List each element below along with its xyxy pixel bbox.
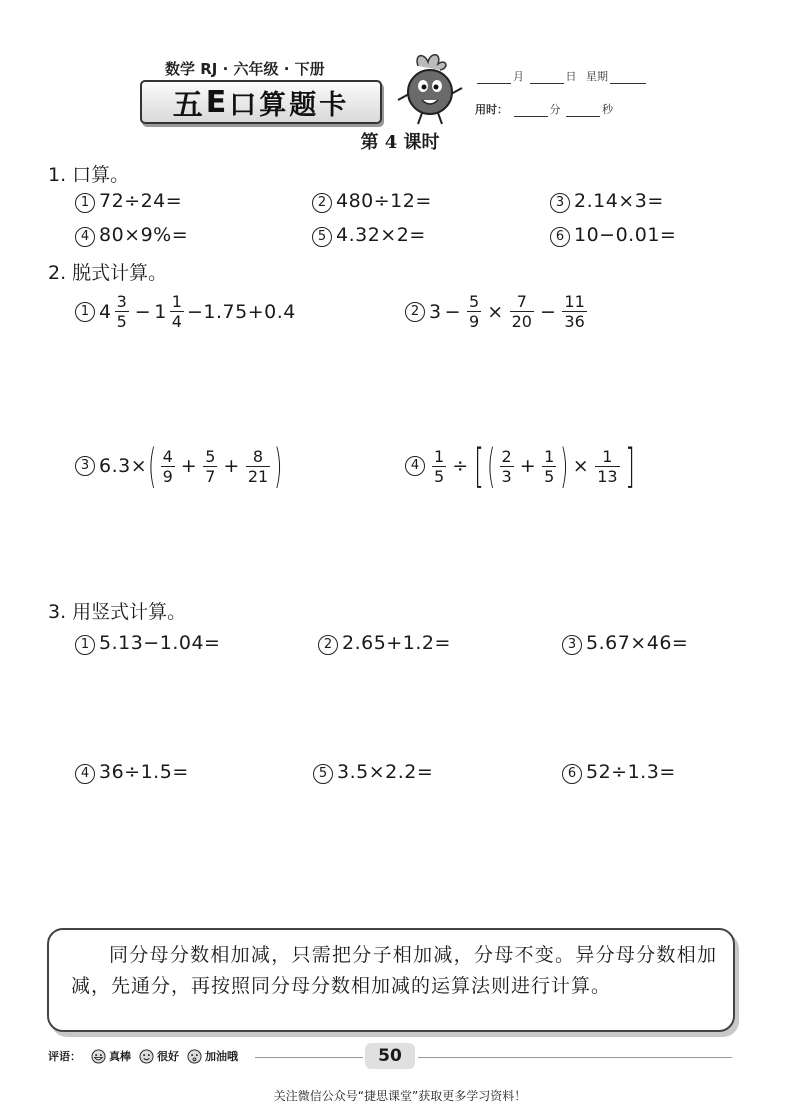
- item-number: 2: [405, 302, 425, 322]
- section-3-title: 3. 用竖式计算。: [48, 601, 187, 623]
- item-number: 3: [562, 635, 582, 655]
- eval-cheer: 加油哦: [205, 1050, 238, 1063]
- calc-problem-4: [405, 439, 637, 493]
- good-face-icon[interactable]: [139, 1049, 154, 1064]
- fraction: [542, 447, 556, 486]
- minute-label: 分: [549, 103, 561, 116]
- time-label: 用时：: [475, 103, 508, 116]
- fraction: [510, 292, 534, 331]
- time-line: [475, 101, 613, 117]
- operator: −: [444, 300, 462, 323]
- operator: ÷: [452, 455, 469, 477]
- numerator: 2: [501, 446, 512, 466]
- month-blank[interactable]: [477, 71, 511, 84]
- denominator: 36: [564, 312, 585, 331]
- title-suffix: 口算题卡: [229, 89, 350, 121]
- second-label: 秒: [602, 103, 613, 116]
- numerator: 4: [162, 446, 173, 466]
- item-number: 3: [75, 456, 95, 476]
- minute-blank[interactable]: [514, 104, 548, 117]
- fraction: [595, 447, 619, 486]
- fraction: [115, 292, 129, 331]
- denominator: 4: [171, 312, 182, 331]
- item-number: 4: [75, 227, 95, 247]
- denominator: 21: [247, 466, 269, 486]
- vertical-item-4: [75, 761, 189, 784]
- expression-rest: −1.75+0.4: [186, 300, 296, 323]
- item-number: 4: [405, 456, 425, 476]
- numerator: 8: [252, 446, 264, 466]
- numerator: 1: [434, 446, 445, 466]
- numerator: 1: [602, 446, 613, 466]
- oral-item-1: [75, 190, 182, 213]
- operator: ×: [487, 300, 504, 323]
- section-2-title: 2. 脱式计算。: [48, 262, 168, 284]
- numerator: 5: [469, 292, 480, 311]
- footer-rule-left: [255, 1057, 363, 1058]
- tip-box: [47, 928, 735, 1032]
- item-number: 3: [550, 193, 570, 213]
- title-letter: E: [205, 84, 230, 120]
- mascot-icon: [390, 48, 470, 128]
- item-number: 6: [562, 764, 582, 784]
- calc-problem-2: [405, 292, 590, 331]
- operator: +: [223, 455, 240, 477]
- item-number: 2: [312, 193, 332, 213]
- eval-good: 很好: [157, 1050, 179, 1063]
- item-number: 1: [75, 302, 95, 322]
- numerator: 7: [516, 292, 527, 311]
- book-title: [140, 80, 382, 124]
- operator: +: [519, 455, 537, 477]
- page-number: 50: [365, 1043, 415, 1069]
- item-expression: 4.32×2=: [336, 224, 426, 246]
- item-expression: 5.13−1.04=: [99, 632, 221, 654]
- footer-rule-right: [418, 1057, 732, 1058]
- vertical-item-3: [562, 632, 688, 655]
- number: 6.3×: [99, 455, 148, 477]
- item-expression: 480÷12=: [336, 190, 432, 212]
- item-expression: 3.5×2.2=: [337, 761, 434, 783]
- item-expression: 80×9%=: [99, 224, 189, 246]
- calc-problem-1: [75, 292, 296, 331]
- vertical-item-6: [562, 761, 676, 784]
- weekday-blank[interactable]: [610, 71, 646, 84]
- numerator: 3: [116, 292, 127, 311]
- item-number: 5: [313, 764, 333, 784]
- left-paren: (: [148, 439, 157, 493]
- eval-great: 真棒: [109, 1050, 131, 1063]
- month-label: 月: [513, 70, 524, 83]
- denominator: 9: [469, 312, 480, 331]
- item-expression: 52÷1.3=: [586, 761, 676, 783]
- denominator: 7: [205, 466, 216, 486]
- left-paren: (: [487, 439, 496, 493]
- item-number: 1: [75, 193, 95, 213]
- fraction: [562, 292, 586, 331]
- numerator: 11: [564, 292, 585, 311]
- right-paren: ): [560, 439, 569, 493]
- item-number: 4: [75, 764, 95, 784]
- denominator: 9: [162, 466, 173, 486]
- oral-item-3: [550, 190, 664, 213]
- numerator: 1: [171, 292, 182, 311]
- oral-item-4: [75, 224, 188, 247]
- numerator: 5: [205, 446, 216, 466]
- left-bracket: [: [473, 439, 484, 493]
- fraction: [203, 447, 217, 486]
- calc-problem-3: [75, 439, 284, 493]
- second-blank[interactable]: [566, 104, 600, 117]
- vertical-item-1: [75, 632, 220, 655]
- denominator: 5: [434, 466, 445, 486]
- oral-item-5: [312, 224, 426, 247]
- weekday-label: 星期: [586, 70, 608, 83]
- item-expression: 5.67×46=: [586, 632, 689, 654]
- great-face-icon[interactable]: [91, 1049, 106, 1064]
- vertical-item-2: [318, 632, 451, 655]
- section-1-title: 1. 口算。: [48, 164, 130, 186]
- fraction: [246, 447, 270, 486]
- denominator: 5: [116, 312, 127, 331]
- fraction: [161, 447, 175, 486]
- oral-item-6: [550, 224, 676, 247]
- evaluation-row: [48, 1048, 238, 1064]
- denominator: 13: [597, 466, 618, 486]
- denominator: 5: [544, 466, 555, 486]
- right-bracket: ]: [624, 439, 635, 493]
- item-number: 2: [318, 635, 338, 655]
- item-expression: 36÷1.5=: [99, 761, 189, 783]
- item-expression: 72÷24=: [99, 190, 183, 212]
- right-paren: ): [274, 439, 283, 493]
- whole-number: 1: [154, 300, 167, 323]
- operator: ×: [572, 455, 590, 477]
- eval-label: 评语：: [48, 1050, 81, 1063]
- item-number: 5: [312, 227, 332, 247]
- date-line: [475, 68, 648, 84]
- denominator: 3: [501, 466, 512, 486]
- day-label: 日: [565, 70, 577, 83]
- item-expression: 10−0.01=: [574, 224, 677, 246]
- fraction: [170, 292, 184, 331]
- oral-item-2: [312, 190, 432, 213]
- number: 3: [429, 300, 442, 323]
- denominator: 20: [511, 312, 532, 331]
- tip-text: 同分母分数相加减，只需把分子相加减，分母不变。异分母分数相加减，先通分，再按照同分母分数相加减的运算法则进行计算。: [71, 944, 717, 997]
- operator: −: [134, 300, 152, 323]
- fraction: [467, 292, 481, 331]
- cheer-face-icon[interactable]: [187, 1049, 202, 1064]
- operator: +: [180, 455, 198, 477]
- operator: −: [539, 300, 557, 323]
- item-expression: 2.14×3=: [574, 190, 664, 212]
- footer-notice: 关注微信公众号“捷思课堂”获取更多学习资料！: [273, 1089, 527, 1103]
- vertical-item-5: [313, 761, 433, 784]
- fraction: [500, 447, 514, 486]
- book-subtitle: 数学 RJ · 六年级 · 下册: [165, 60, 325, 78]
- fraction: [432, 447, 446, 486]
- day-blank[interactable]: [530, 71, 564, 84]
- item-number: 6: [550, 227, 570, 247]
- numerator: 1: [544, 446, 555, 466]
- item-number: 1: [75, 635, 95, 655]
- whole-number: 4: [99, 300, 112, 323]
- item-expression: 2.65+1.2=: [342, 632, 451, 654]
- title-prefix: 五: [172, 88, 206, 123]
- lesson-title: 第 4 课时: [360, 132, 440, 153]
